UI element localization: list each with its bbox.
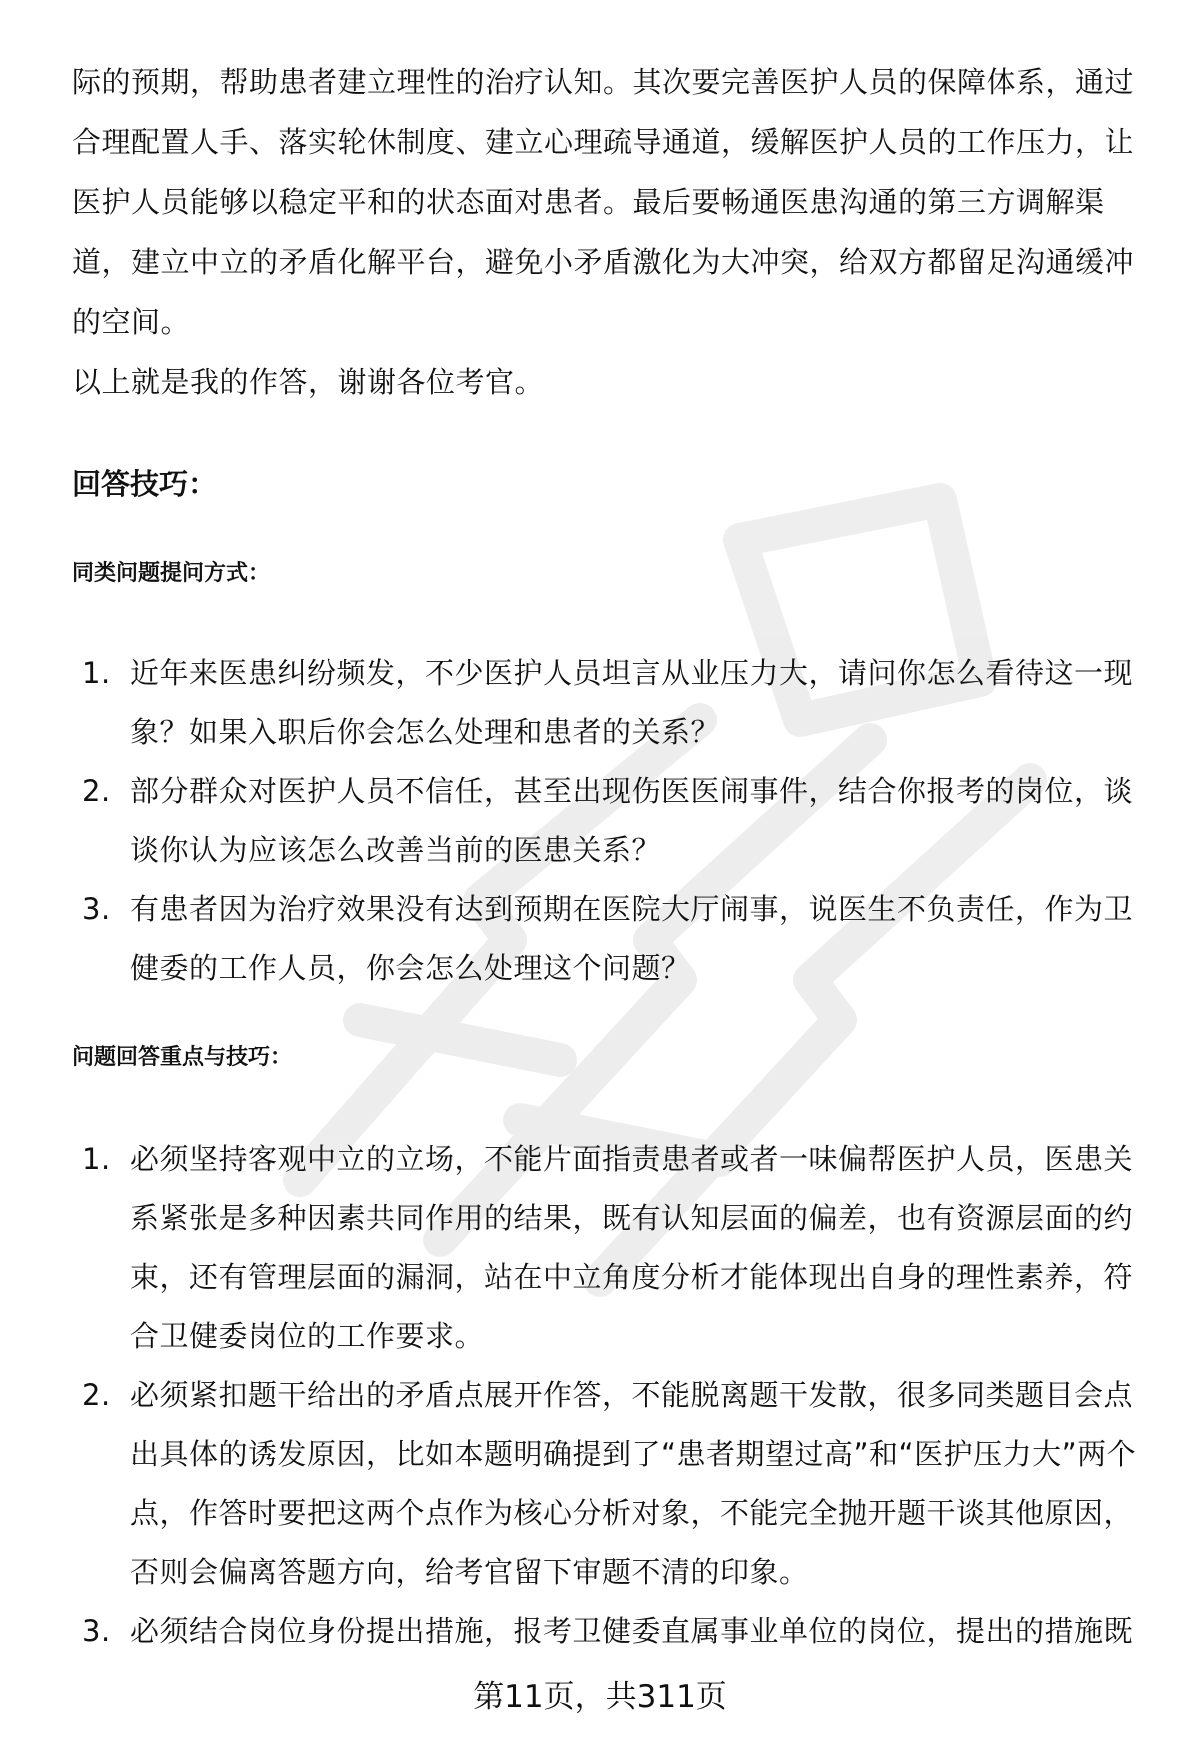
list-item-text: 近年来医患纠纷频发，不少医护人员坦言从业压力大，请问你怎么看待这一现象？如果入职后你会怎么处理和患者的关系？	[130, 656, 1134, 749]
list-item	[72, 762, 1142, 880]
similar-questions-list	[72, 644, 1142, 998]
list-item	[72, 1130, 1142, 1366]
list-item	[72, 880, 1142, 998]
list-item-text: 部分群众对医护人员不信任，甚至出现伤医医闹事件，结合你报考的岗位，谈谈你认为应该怎么改善当前的医患关系？	[130, 774, 1134, 867]
list-item-text: 必须坚持客观中立的立场，不能片面指责患者或者一味偏帮医护人员，医患关系紧张是多种因素共同作用的结果，既有认知层面的偏差，也有资源层面的约束，还有管理层面的漏洞，站在中立角度分析才能体现出自身的理性素养，符合卫健委岗位的工作要求。	[130, 1142, 1134, 1353]
similar-questions-title: 同类问题提问方式：	[72, 561, 271, 586]
list-item-text: 必须紧扣题干给出的矛盾点展开作答，不能脱离题干发散，很多同类题目会点出具体的诱发原因，比如本题明确提到了“患者期望过高”和“医护压力大”两个点，作答时要把这两个点作为核心分析对象，不能完全抛开题干谈其他原因，否则会偏离答题方向，给考官留下审题不清的印象。	[130, 1378, 1137, 1589]
list-item-number: 1.	[82, 656, 111, 690]
list-item	[72, 1366, 1142, 1602]
section-title: 回答技巧：	[72, 467, 218, 501]
key-points-title: 问题回答重点与技巧：	[72, 1045, 293, 1070]
list-item	[72, 644, 1142, 762]
list-item	[72, 1602, 1142, 1661]
list-item-text: 有患者因为治疗效果没有达到预期在医院大厅闹事，说医生不负责任，作为卫健委的工作人员，你会怎么处理这个问题？	[130, 892, 1134, 985]
list-item-number: 2.	[82, 774, 111, 808]
list-item-text: 必须结合岗位身份提出措施，报考卫健委直属事业单位的岗位，提出的措施既	[130, 1614, 1134, 1648]
body-paragraph: 际的预期，帮助患者建立理性的治疗认知。其次要完善医护人员的保障体系，通过合理配置人手、落实轮休制度、建立心理疏导通道，缓解医护人员的工作压力，让医护人员能够以稳定平和的状态面对患者。最后要畅通医患沟通的第三方调解渠道，建立中立的矛盾化解平台，避免小矛盾激化为大冲突，给双方都留足沟通缓冲的空间。	[72, 65, 1135, 339]
list-item-number: 3.	[82, 892, 111, 926]
closing-paragraph: 以上就是我的作答，谢谢各位考官。	[72, 365, 545, 399]
page-number-footer: 第11页，共311页	[473, 1679, 727, 1715]
list-item-number: 3.	[82, 1614, 111, 1648]
key-points-list	[72, 1130, 1142, 1661]
list-item-number: 2.	[82, 1378, 111, 1412]
document-content	[72, 52, 1142, 1661]
list-item-number: 1.	[82, 1142, 111, 1176]
